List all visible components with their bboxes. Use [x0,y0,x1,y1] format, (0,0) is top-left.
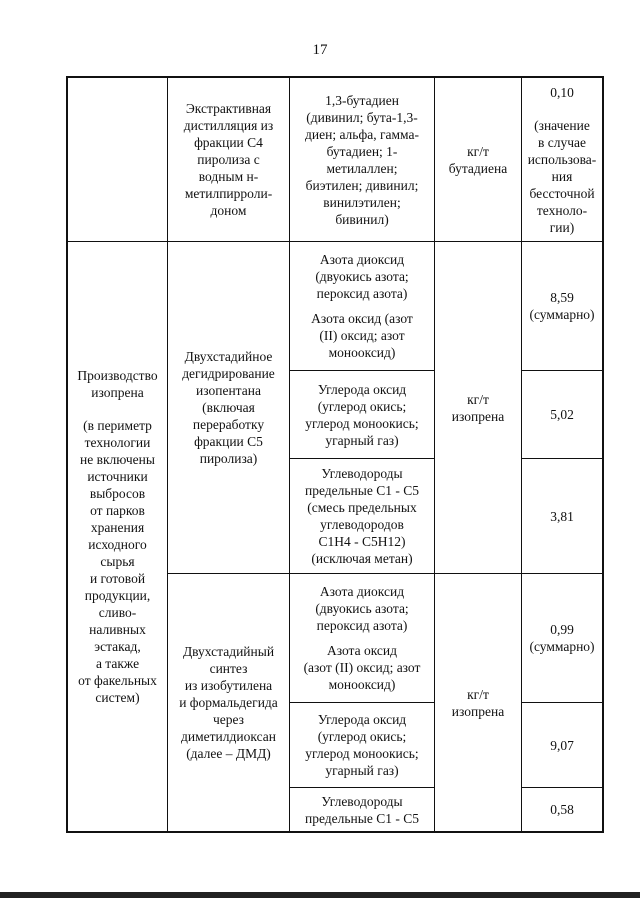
table-border-bottom [66,831,604,833]
method1-hc-value-cell: 3,81 [550,508,574,524]
method1-process-cell: Двухстадийное дегидрирование изопентана (включая переработку фракции С5 пиролиза) [182,349,275,466]
butadiene-value: 0,10 [550,85,574,100]
butadiene-process-cell: Экстрактивная дистилляция из фракции С4 пиролиза с водным н- метилпирроли- доном [183,101,274,218]
isoprene-production-cell: Производство изопрена (в периметр технологии не включены источники выбросов от парков хранения исходного сырья и готовой продукции, сливо- наливных эстакад, а также от факельных систем) [77,368,158,705]
method2-co-value-cell: 9,07 [550,737,574,753]
butadiene-value-cell: 0,10 (значение в случае использова- ния бессточной техноло- гии) [527,85,597,235]
scan-edge-shadow [0,892,640,898]
method1-hc-cell: Углеводороды предельные С1 - С5 (смесь предельных углеводородов С1Н4 - С5Н12) (исключая метан) [305,466,419,566]
table-border-right [602,76,604,833]
method1-nox-cell: Азота диоксид (двуокись азота; пероксид азота) Азота оксид (азот (II) оксид; азот монооксид) [311,252,413,360]
method2-hc-value-cell: 0,58 [550,802,574,817]
method1-co-cell: Углерода оксид (углерод окись; углерод моноокись; угарный газ) [305,381,419,448]
butadiene-unit-cell: кг/т бутадиена [448,143,508,176]
page-number: 17 [312,42,328,58]
method2-unit-cell: кг/т изопрена [451,686,505,719]
method1-co-value-cell: 5,02 [550,407,574,422]
method2-nox-cell: Азота диоксид (двуокись азота; пероксид азота) Азота оксид (азот (II) оксид; азот монооксид) [303,584,421,692]
method2-co-cell: Углерода оксид (углерод окись; углерод моноокись; угарный газ) [305,712,419,778]
method1-nox-value-cell: 8,59 (суммарно) [529,290,595,322]
method1-unit-cell: кг/т изопрена [451,391,505,424]
method2-process-cell: Двухстадийный синтез из изобутилена и формальдегида через диметилдиоксан (далее – ДМД) [179,644,278,761]
method2-hc-cell: Углеводороды предельные С1 - С5 [305,793,419,826]
butadiene-pollutant-cell: 1,3-бутадиен (дивинил; бута-1,3- диен; альфа, гамма- бутадиен; 1- метилаллен; биэтилен; дивинил; винилэтилен; бивинил) [305,92,419,227]
method2-nox-value-cell: 0,99 (суммарно) [529,622,595,654]
